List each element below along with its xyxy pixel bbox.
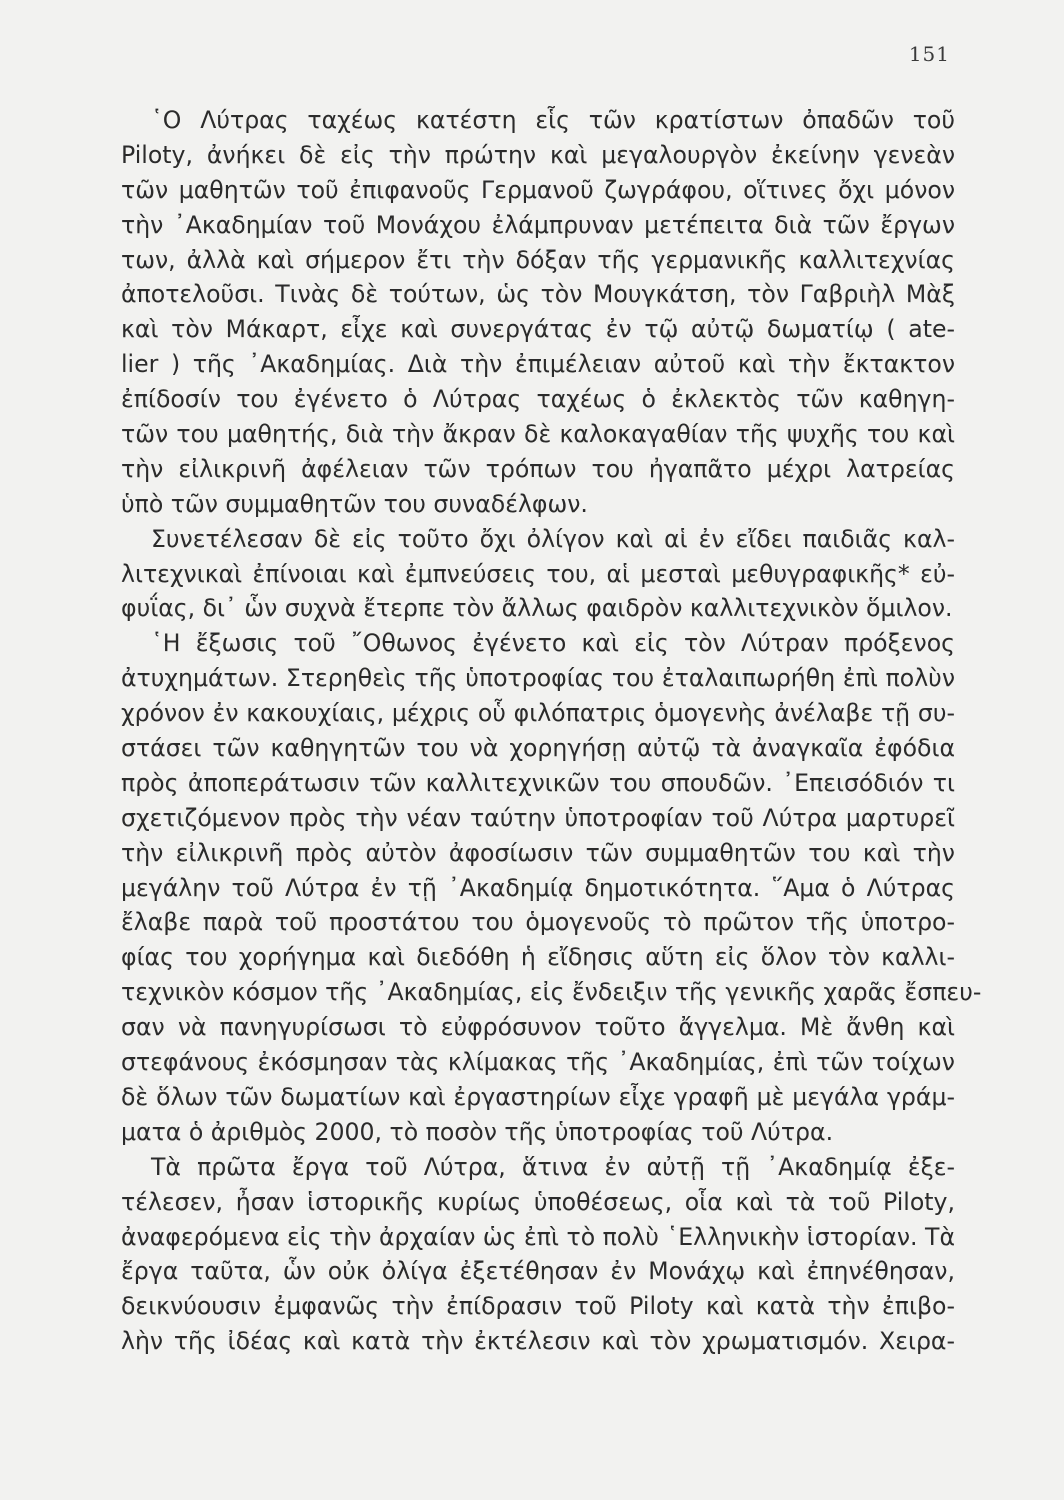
text-line: ἀποτελοῦσι. Τινὰς δὲ τούτων, ὡς τὸν Μουγκάτση, τὸν Γαβριὴλ Μὰξ <box>121 280 955 309</box>
text-line: ἔργα ταῦτα, ὧν οὐκ ὀλίγα ἐξετέθησαν ἐν Μονάχῳ καὶ ἐπηνέθησαν, <box>121 1257 955 1286</box>
text-line: σαν νὰ πανηγυρίσωσι τὸ εὐφρόσυνον τοῦτο ἄγγελμα. Μὲ ἄνθη καὶ <box>121 1013 955 1042</box>
text-line: τεχνικὸν κόσμον τῆς ᾽Ακαδημίας, εἰς ἔνδειξιν τῆς γενικῆς χαρᾶς ἔσπευ- <box>121 978 982 1007</box>
text-line: τῶν μαθητῶν τοῦ ἐπιφανοῦς Γερμανοῦ ζωγράφου, οἵτινες ὄχι μόνον <box>121 175 955 204</box>
text-line: καὶ τὸν Μάκαρτ, εἶχε καὶ συνεργάτας ἐν τῷ αὐτῷ δωματίῳ ( ate- <box>121 315 955 344</box>
text-line: ματα ὁ ἀριθμὸς 2000, τὸ ποσὸν τῆς ὑποτροφίας τοῦ Λύτρα. <box>121 1117 834 1146</box>
text-line: Τὰ πρῶτα ἔργα τοῦ Λύτρα, ἅτινα ἐν αὐτῇ τῇ ᾽Ακαδημίᾳ ἐξε- <box>151 1152 955 1181</box>
text-line: δὲ ὅλων τῶν δωματίων καὶ ἐργαστηρίων εἶχε γραφῆ μὲ μεγάλα γράμ- <box>121 1082 955 1111</box>
text-line: ὑπὸ τῶν συμμαθητῶν του συναδέλφων. <box>121 489 588 518</box>
body-text <box>121 103 982 1359</box>
text-line: φίας του χορήγημα καὶ διεδόθη ἡ εἴδησις αὕτη εἰς ὅλον τὸν καλλι- <box>121 943 955 972</box>
text-line: ῾Ο Λύτρας ταχέως κατέστη εἷς τῶν κρατίστων ὀπαδῶν τοῦ <box>151 106 955 134</box>
text-line: λὴν τῆς ἰδέας καὶ κατὰ τὴν ἐκτέλεσιν καὶ τὸν χρωματισμόν. Χειρα- <box>121 1327 955 1356</box>
text-line: λιτεχνικαὶ ἐπίνοιαι καὶ ἐμπνεύσεις του, αἱ μεσταὶ μεθυγραφικῆς* εὐ- <box>121 559 955 588</box>
text-line: Συνετέλεσαν δὲ εἰς τοῦτο ὄχι ὀλίγον καὶ αἱ ἐν εἴδει παιδιᾶς καλ- <box>151 524 955 553</box>
text-line: ἐπίδοσίν του ἐγένετο ὁ Λύτρας ταχέως ὁ ἐκλεκτὸς τῶν καθηγη- <box>121 385 955 414</box>
text-line: τέλεσεν, ἦσαν ἱστορικῆς κυρίως ὑποθέσεως, οἷα καὶ τὰ τοῦ Piloty, <box>121 1187 955 1216</box>
text-line: στεφάνους ἐκόσμησαν τὰς κλίμακας τῆς ᾽Ακαδημίας, ἐπὶ τῶν τοίχων <box>121 1048 955 1077</box>
text-line: πρὸς ἀποπεράτωσιν τῶν καλλιτεχνικῶν του σπουδῶν. ᾽Επεισόδιόν τι <box>121 768 955 797</box>
text-line: σχετιζόμενον πρὸς τὴν νέαν ταύτην ὑποτροφίαν τοῦ Λύτρα μαρτυρεῖ <box>121 803 955 832</box>
text-line: φυΐας, δι᾽ ὧν συχνὰ ἔτερπε τὸν ἄλλως φαιδρὸν καλλιτεχνικὸν ὅμιλον. <box>121 594 953 623</box>
text-line: μεγάλην τοῦ Λύτρα ἐν τῇ ᾽Ακαδημίᾳ δημοτικότητα. ῞Αμα ὁ Λύτρας <box>121 873 955 902</box>
text-line: των, ἀλλὰ καὶ σήμερον ἔτι τὴν δόξαν τῆς γερμανικῆς καλλιτεχνίας <box>121 245 955 274</box>
text-line: ἀναφερόμενα εἰς τὴν ἀρχαίαν ὡς ἐπὶ τὸ πολὺ ῾Ελληνικὴν ἱστορίαν. Τὰ <box>121 1222 955 1251</box>
page-number: 151 <box>908 42 950 66</box>
text-line: ἀτυχημάτων. Στερηθεὶς τῆς ὑποτροφίας του ἐταλαιπωρήθη ἐπὶ πολὺν <box>121 664 955 693</box>
text-line: τὴν εἰλικρινῆ ἀφέλειαν τῶν τρόπων του ἠγαπᾶτο μέχρι λατρείας <box>121 454 955 483</box>
text-line: lier ) τῆς ᾽Ακαδημίας. Διὰ τὴν ἐπιμέλειαν αὐτοῦ καὶ τὴν ἔκτακτον <box>121 350 955 379</box>
text-line: δεικνύουσιν ἐμφανῶς τὴν ἐπίδρασιν τοῦ Piloty καὶ κατὰ τὴν ἐπιβο- <box>121 1292 955 1321</box>
text-line: τὴν εἰλικρινῆ πρὸς αὐτὸν ἀφοσίωσιν τῶν συμμαθητῶν του καὶ τὴν <box>121 838 955 867</box>
text-line: τῶν του μαθητής, διὰ τὴν ἄκραν δὲ καλοκαγαθίαν τῆς ψυχῆς του καὶ <box>121 420 955 449</box>
text-line: τὴν ᾽Ακαδημίαν τοῦ Μονάχου ἐλάμπρυναν μετέπειτα διὰ τῶν ἔργων <box>121 210 955 239</box>
text-line: Piloty, ἀνήκει δὲ εἰς τὴν πρώτην καὶ μεγαλουργὸν ἐκείνην γενεὰν <box>121 140 955 169</box>
text-line: χρόνον ἐν κακουχίαις, μέχρις οὗ φιλόπατρις ὁμογενὴς ἀνέλαβε τῇ συ- <box>121 699 955 728</box>
text-line: στάσει τῶν καθηγητῶν του νὰ χορηγήσῃ αὐτῷ τὰ ἀναγκαῖα ἐφόδια <box>121 734 955 763</box>
text-line: ἔλαβε παρὰ τοῦ προστάτου του ὁμογενοῦς τὸ πρῶτον τῆς ὑποτρο- <box>121 908 955 937</box>
text-line: ῾Η ἔξωσις τοῦ ῎Οθωνος ἐγένετο καὶ εἰς τὸν Λύτραν πρόξενος <box>151 629 955 658</box>
